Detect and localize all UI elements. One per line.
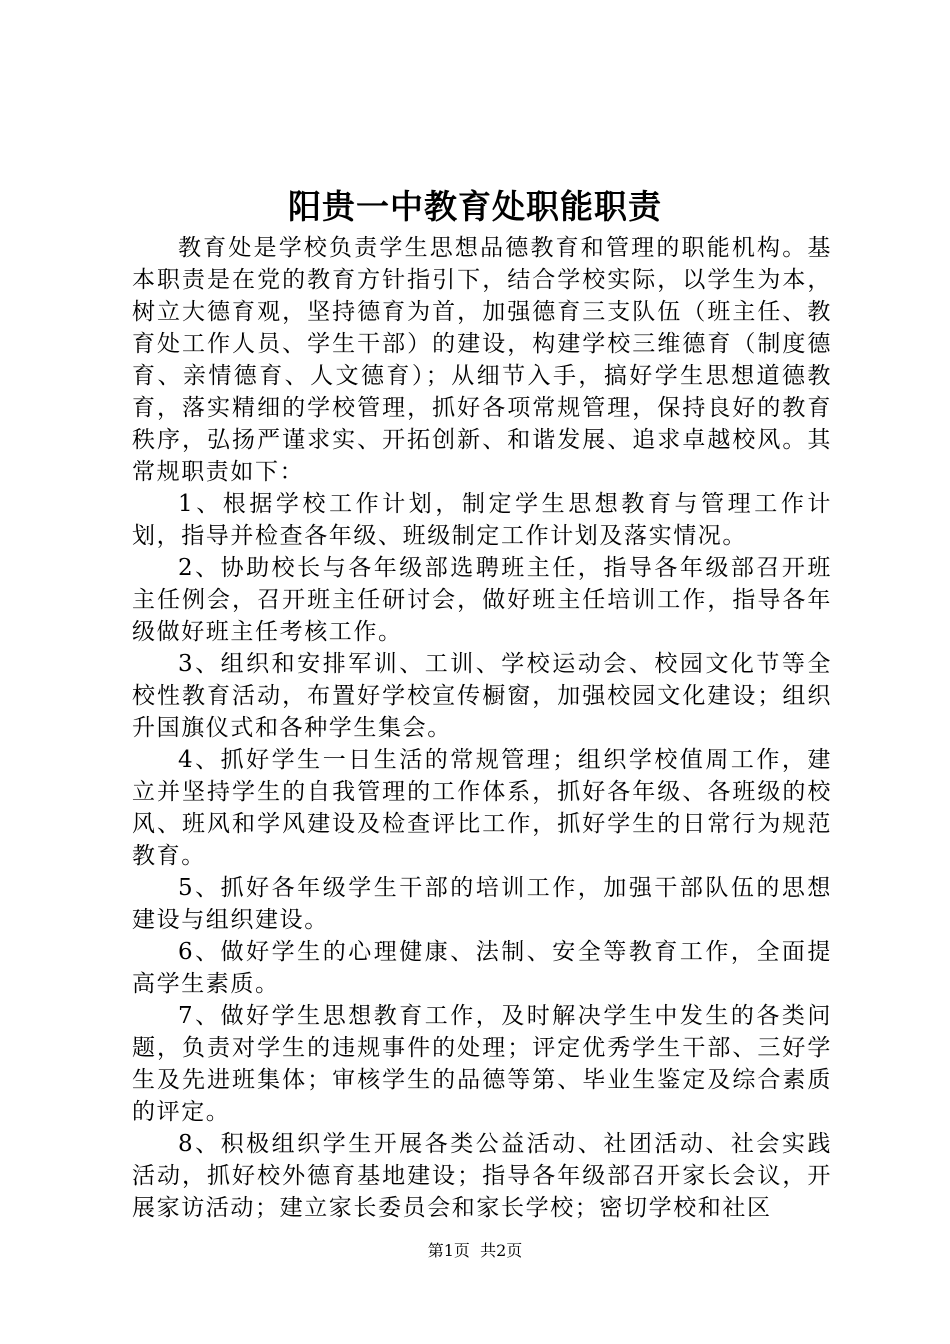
duty-item-7: 7、做好学生思想教育工作，及时解决学生中发生的各类问题，负责对学生的违规事件的处理；评定优秀学生干部、三好学生及先进班集体；审核学生的品德等第、毕业生鉴定及综合素质的评定。 (132, 1003, 832, 1125)
page-number-total: 共2页 (480, 1241, 523, 1260)
duty-item-3: 3、组织和安排军训、工训、学校运动会、校园文化节等全校性教育活动，布置好学校宣传橱窗，加强校园文化建设；组织升国旗仪式和各种学生集会。 (132, 651, 832, 741)
page-footer (0, 1240, 950, 1262)
duty-item-5: 5、抓好各年级学生干部的培训工作，加强干部队伍的思想建设与组织建设。 (132, 875, 832, 933)
duty-item-4: 4、抓好学生一日生活的常规管理；组织学校值周工作，建立并坚持学生的自我管理的工作体系，抓好各年级、各班级的校风、班风和学风建设及检查评比工作，抓好学生的日常行为规范教育。 (132, 747, 832, 869)
duty-item-1: 1、根据学校工作计划，制定学生思想教育与管理工作计划，指导并检查各年级、班级制定工作计划及落实情况。 (132, 491, 832, 549)
document-title: 阳贵一中教育处职能职责 (288, 187, 662, 226)
document-body (132, 232, 832, 1224)
footer-separator (470, 1241, 480, 1260)
page-number-current: 第1页 (427, 1241, 470, 1260)
intro-paragraph: 教育处是学校负责学生思想品德教育和管理的职能机构。基本职责是在党的教育方针指引下，结合学校实际，以学生为本，树立大德育观，坚持德育为首，加强德育三支队伍（班主任、教育处工作人员、学生干部）的建设，构建学校三维德育（制度德育、亲情德育、人文德育）；从细节入手，搞好学生思想道德教育，落实精细的学校管理，抓好各项常规管理，保持良好的教育秩序，弘扬严谨求实、开拓创新、和谐发展、追求卓越校风。其常规职责如下： (132, 235, 832, 485)
duty-item-2: 2、协助校长与各年级部选聘班主任，指导各年级部召开班主任例会，召开班主任研讨会，做好班主任培训工作，指导各年级做好班主任考核工作。 (132, 555, 832, 645)
duty-item-8: 8、积极组织学生开展各类公益活动、社团活动、社会实践活动，抓好校外德育基地建设；指导各年级部召开家长会议，开展家访活动；建立家长委员会和家长学校；密切学校和社区 (132, 1131, 832, 1221)
duty-item-6: 6、做好学生的心理健康、法制、安全等教育工作，全面提高学生素质。 (132, 939, 832, 997)
